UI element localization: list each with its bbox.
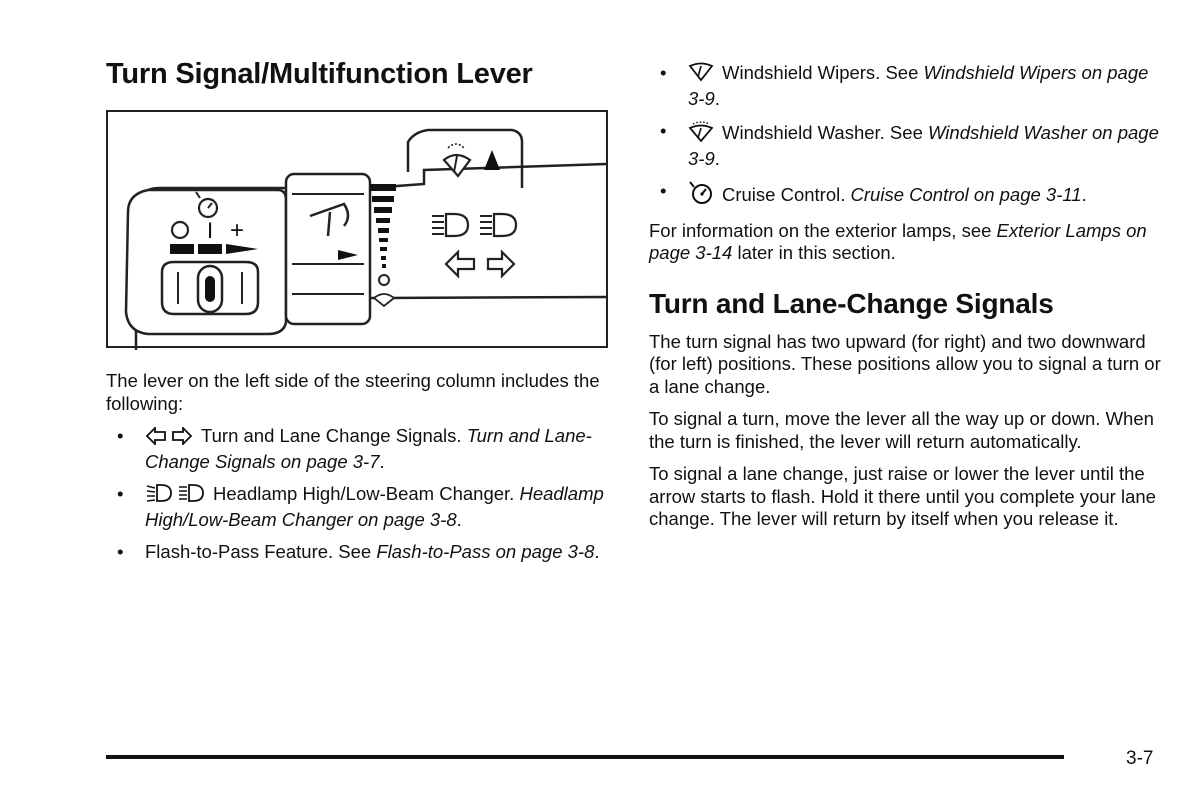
page-reference-link[interactable]: Headlamp High/Low-Beam Changer on page 3-8: [145, 483, 604, 530]
bullet-text: Cruise Control.: [722, 184, 846, 205]
lever-diagram-svg: [108, 112, 610, 350]
wiper-control-band: [286, 174, 370, 324]
cruise-switch-figure: [162, 262, 258, 314]
bullet-text: Windshield Washer. See: [722, 122, 923, 143]
footer-rule: [106, 755, 1064, 759]
page-reference-link[interactable]: Flash-to-Pass on page 3-8: [376, 541, 595, 562]
turn-signal-arrows-icon: [145, 427, 193, 451]
list-item: • Headlamp High/Low-Beam Changer. Headlamp High/Low-Beam Changer on page 3-8.: [117, 483, 604, 530]
body-paragraph: The turn signal has two upward (for right) and two downward (for left) positions. These positions allow you to signal a turn or a lane change.: [649, 330, 1161, 397]
lever-feature-list-continued: [649, 62, 1169, 210]
section-heading-multifunction-lever: Turn Signal/Multifunction Lever: [106, 58, 533, 90]
headlamp-icons-figure: [432, 214, 516, 236]
page-reference-link[interactable]: Windshield Washer on page 3-9: [688, 122, 1159, 169]
page-reference-link[interactable]: Windshield Wipers on page 3-9: [688, 62, 1149, 109]
bullet-dot: •: [660, 62, 667, 83]
list-item: • Windshield Wipers. See Windshield Wipers on page 3-9.: [660, 62, 1149, 109]
list-item: • Windshield Washer. See Windshield Washer on page 3-9.: [660, 120, 1159, 169]
bullet-text: Flash-to-Pass Feature. See: [145, 541, 372, 562]
list-item: • Cruise Control. Cruise Control on page 3-11.: [649, 180, 1169, 210]
page-reference-link[interactable]: Turn and Lane-Change Signals on page 3-7: [145, 425, 592, 472]
lever-illustration: [106, 110, 608, 348]
washer-icon-figure: [444, 144, 500, 176]
turn-arrows-figure: [446, 252, 514, 276]
body-paragraph: To signal a lane change, just raise or lower the lever until the arrow starts to flash. Hold it there until you complete your lane change. The lever will return by itself when you release it.: [649, 463, 1156, 529]
list-item: • Flash-to-Pass Feature. See Flash-to-Pass on page 3-8.: [117, 541, 600, 562]
page-reference-link[interactable]: Exterior Lamps on page 3-14: [649, 219, 1147, 263]
bullet-dot: •: [117, 425, 124, 446]
headlamp-beam-icon: [145, 483, 205, 509]
lever-intro-text: The lever on the left side of the steering column includes the following:: [106, 370, 600, 414]
lever-feature-list: [106, 425, 616, 564]
bullet-dot: •: [117, 541, 124, 562]
cruise-control-icon: [688, 180, 714, 210]
exterior-lamps-paragraph: For information on the exterior lamps, see Exterior Lamps on page 3-14 later in this section.: [649, 219, 1147, 263]
bullet-dot: •: [660, 180, 667, 201]
section-heading-turn-signals: Turn and Lane-Change Signals: [649, 287, 1054, 319]
bullet-dot: •: [117, 483, 124, 504]
bullet-text: Headlamp High/Low-Beam Changer.: [213, 483, 515, 504]
windshield-washer-icon: [688, 120, 714, 148]
bullet-text: Turn and Lane Change Signals.: [201, 425, 462, 446]
wiper-speed-scale: [370, 184, 396, 306]
cruise-plus-label: +: [230, 217, 245, 244]
page-number: 3-7: [1126, 748, 1154, 769]
list-item: • Turn and Lane Change Signals. Turn and Lane-Change Signals on page 3-7.: [117, 425, 592, 472]
page-reference-link[interactable]: Cruise Control on page 3-11: [850, 184, 1082, 205]
body-paragraph: To signal a turn, move the lever all the way up or down. When the turn is finished, the lever will return automatically.: [649, 408, 1154, 452]
cruise-minus-label: I: [207, 218, 214, 243]
windshield-wiper-icon: [688, 62, 714, 88]
bullet-text: Windshield Wipers. See: [722, 62, 919, 83]
left-column: [106, 56, 616, 574]
bullet-dot: •: [660, 120, 667, 141]
right-column: [649, 62, 1169, 541]
